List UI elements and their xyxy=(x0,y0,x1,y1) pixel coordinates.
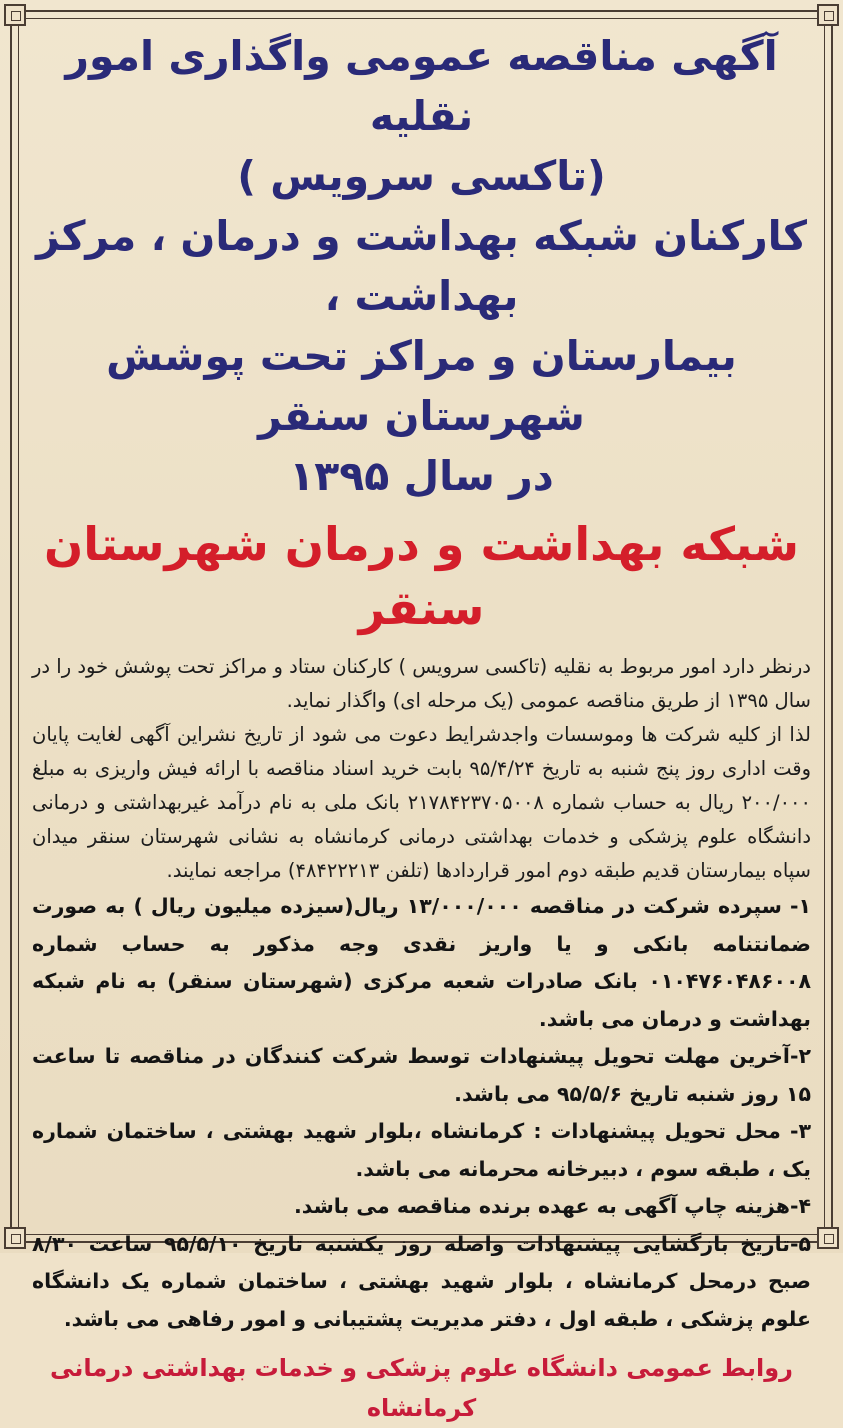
corner-ornament-bottom-right xyxy=(817,1227,839,1249)
public-relations-signature: روابط عمومی دانشگاه علوم پزشکی و خدمات بهداشتی درمانی کرمانشاه xyxy=(50,1354,793,1422)
corner-ornament-top-right xyxy=(817,4,839,26)
condition-item: ۲-آخرین مهلت تحویل پیشنهادات توسط شرکت کنندگان در مناقصه تا ساعت ۱۵ روز شنبه تاریخ ۹۵/۵/۶ می باشد. xyxy=(32,1044,811,1106)
title-line: (تاکسی سرویس ) xyxy=(237,152,606,200)
condition-item: ۱- سپرده شرکت در مناقصه ۱۳/۰۰۰/۰۰۰ ریال(سیزده میلیون ریال ) به صورت ضمانتنامه بانکی و یا واریز نقدی وجه مذکور به حساب شماره ۰۱۰۴۷۶۰۴۸۶۰۰۸ بانک صادرات شعبه مرکزی (شهرستان سنقر) به نام شبکه بهداشت و درمان می باشد. xyxy=(32,894,811,1031)
notice-content xyxy=(32,26,811,1422)
organization-name: شبکه بهداشت و درمان شهرستان سنقر xyxy=(43,517,800,635)
intro-paragraph: لذا از کلیه شرکت ها وموسسات واجدشرایط دعوت می شود از تاریخ نشراین آگهی لغایت پایان وقت اداری روز پنج شنبه به تاریخ ۹۵/۴/۲۴ بابت خرید اسناد مناقصه با ارائه فیش واریزی به مبلغ ۲۰۰/۰۰۰ ریال به حساب شماره ۲۱۷۸۴۲۳۷۰۵۰۰۸ بانک ملی به نام درآمد غیربهداشتی و درمانی دانشگاه علوم پزشکی و خدمات بهداشتی درمانی کرمانشاه به نشانی شهرستان سنقر میدان سپاه بیمارستان قدیم طبقه دوم امور قراردادها (تلفن ۴۸۴۲۲۲۱۳) مراجعه نمایند. xyxy=(32,723,811,882)
notice-title xyxy=(32,26,811,506)
title-line: کارکنان شبکه بهداشت و درمان ، مرکز بهداشت ، xyxy=(36,212,807,320)
corner-ornament-bottom-left xyxy=(4,1227,26,1249)
title-line: بیمارستان و مراکز تحت پوشش شهرستان سنقر xyxy=(106,332,737,440)
condition-item: ۴-هزینه چاپ آگهی به عهده برنده مناقصه می باشد. xyxy=(293,1194,811,1218)
intro-paragraph: درنظر دارد امور مربوط به نقلیه (تاکسی سرویس ) کارکنان ستاد و مراکز تحت پوشش خود را در سال ۱۳۹۵ از طریق مناقصه عمومی (یک مرحله ای) واگذار نماید. xyxy=(32,655,811,712)
title-line: آگهی مناقصه عمومی واگذاری امور نقلیه xyxy=(65,32,778,140)
corner-ornament-top-left xyxy=(4,4,26,26)
condition-item: ۵-تاریخ بازگشایی پیشنهادات واصله روز یکشنبه تاریخ ۹۵/۵/۱۰ ساعت ۸/۳۰ صبح درمحل کرمانشاه ، بلوار شهید بهشتی ، ساختمان شماره یک دانشگاه علوم پزشکی ، طبقه اول ، دفتر مدیریت پشتیبانی و امور رفاهی می باشد. xyxy=(32,1231,811,1331)
conditions-list xyxy=(32,888,811,1338)
condition-item: ۳- محل تحویل پیشنهادات : کرمانشاه ،بلوار شهید بهشتی ، ساختمان شماره یک ، طبقه سوم ، دبیرخانه محرمانه می باشد. xyxy=(32,1119,811,1181)
intro-text xyxy=(32,650,811,888)
title-line: در سال ۱۳۹۵ xyxy=(289,452,554,500)
